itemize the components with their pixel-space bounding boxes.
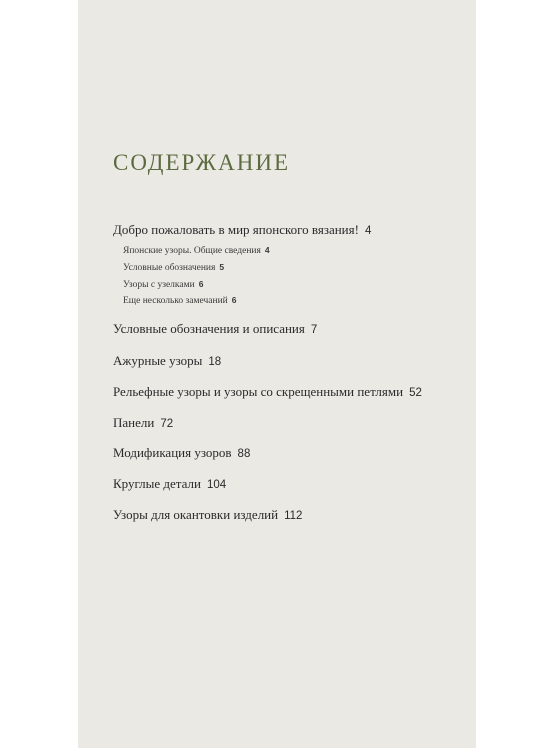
toc-subentry-page: 6 [231,295,237,305]
toc-entry-title: Узоры для окантовки изделий [113,507,279,522]
toc-subentry-symbols [123,262,224,273]
toc-entry-page: 112 [284,510,303,522]
toc-subentry-japanese-patterns [123,245,270,256]
toc-subentry-title: Условные обозначения [123,263,216,273]
toc-entry-page: 18 [208,356,222,368]
toc-entry-panels [113,415,173,431]
toc-entry-welcome [113,222,371,238]
toc-subentry-page: 4 [264,245,270,255]
toc-entry-title: Условные обозначения и описания [113,321,305,336]
toc-entry-title: Круглые детали [113,476,201,491]
toc-entry-page: 104 [206,479,227,491]
toc-entry-edging-patterns [113,507,302,523]
toc-title: СОДЕРЖАНИЕ [113,150,291,175]
toc-entry-title: Рельефные узоры и узоры со скрещенными петлями [113,384,404,399]
toc-entry-page: 72 [160,418,174,430]
toc-entry-relief-patterns [113,384,422,400]
toc-entry-title: Панели [113,415,155,430]
toc-entry-lace-patterns [113,353,221,369]
book-page [78,0,476,748]
toc-entry-modification [113,445,250,461]
toc-subentry-page: 5 [219,262,225,272]
toc-entry-page: 88 [237,448,251,460]
toc-entry-symbols-descriptions [113,321,317,337]
toc-subentry-title: Еще несколько замечаний [123,296,228,306]
toc-subentry-knots [123,279,203,290]
toc-entry-title: Добро пожаловать в мир японского вязания! [113,222,359,237]
toc-entry-title: Модификация узоров [113,445,232,460]
toc-subentry-title: Японские узоры. Общие сведения [123,246,261,256]
toc-entry-page: 52 [409,387,422,399]
toc-subentry-page: 6 [198,279,204,289]
toc-subentry-title: Узоры с узелками [123,280,195,290]
toc-entry-round-pieces [113,476,226,492]
toc-entry-page: 4 [364,225,372,237]
toc-entry-page: 7 [310,324,318,336]
toc-subentry-notes [123,295,237,306]
toc-entry-title: Ажурные узоры [113,353,203,368]
